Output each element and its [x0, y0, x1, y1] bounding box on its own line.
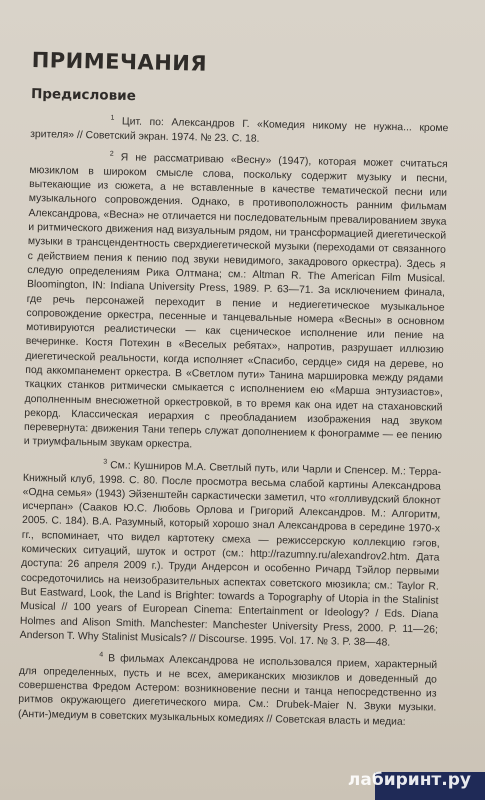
page-content [18, 48, 450, 735]
footnote-2 [24, 146, 448, 458]
footnote-text: В фильмах Александрова не использовался прием, характерный для определенных, пусть и не всех, американских мюзиклов и доведенный до совершенства Фредом Астером: возникновение песни и танца непосредственно из ритмов окружающего диегетического мира. См.: Drubek-Maier N. Звуки музыки. (Анти-)медиум в советских музыкальных комедиях // Советская власть и медиа: [17, 653, 438, 728]
footnote-text: См.: Кушниров М.А. Светлый путь, или Чарли и Спенсер. М.: Терра-Книжный клуб, 1998. С. 80. После просмотра весьма слабой картины Александрова «Одна семья» (1943) Эйзенштейн саркастически заметил, что «голливудский блокнот исчерпан» (Сааков Ю.С. Любовь Орлова и Григорий Александров. М.: Алгоритм, 2005. С. 184). В.А. Разумный, который хорошо знал Александрова в середине 1970-х гг., вспоминает, что видел картотеку смеха — режиссерскую коллекцию гэгов, комических ситуаций, шуток и острот (см.: http://razumny.ru/alexandrov2.htm. Дата доступа: 26 апреля 2009 г.). Труди Андерсон и особенно Ричард Тэйлор первыми сосредоточились на неизобразительных аспектах советского мюзикла; см.: Taylor R. But Eastward, Look, the Land is Brighter: towards a Topography of Utopia in the Stalinist Musical // 100 years of European Cinema: Entertainment or Ideology? / Eds. Diana Holmes and Alison Smith. Manchester: Manchester University Press, 2000. P. 11—26; Anderson T. Why Stalinist Musicals? // Discourse. 1995. Vol. 17. № 3. P. 38—48. [19, 459, 442, 649]
footnote-number: 2 [109, 150, 114, 158]
footnote-4 [18, 647, 437, 731]
footnote-text: Я не рассматриваю «Весну» (1947), которая может считаться мюзиклом в широком смысле слова, поскольку содержит музыку и песни, вытекающие из сюжета, а не вставленные в качестве тематической песни или музыкального сопровождения. Однако, в противоположность ранним фильмам Александрова, «Весна» не отличается ни последовательным превалированием звука и ритмического движения над визуальным рядом, ни трансформацией диегетической музыки в трансцендентность сверхдиегетической музыки (переходами от связанного с действием пения к пению под звуки невидимого, закадрового оркестра). Здесь я следую определениям Рика Олтмана; см.: Altman R. The American Film Musical. Bloomington, IN: Indiana University Press, 1989. P. 63—71. За исключением финала, где речь персонажей переходит в пение и недиегетическое музыкальное сопровождение оркестра, песенные и танцевальные номера «Весны» в основном мотивируются реалистически — как сценическое исполнение или пение на вечеринке. Костя Потехин в «Веселых ребятах», напротив, разрушает иллюзию диегетической реальности, когда исполняет «Спасибо, сердце» сидя на дереве, но под аккомпанемент оркестра. В «Светлом пути» Танина маршировка между рядами ткацких станков ритмически смыкается с исполнением ею «Марша энтузиастов», дополненным внесюжетной оркестровкой, в то время как она идет на стахановский рекорд. Классическая иерархия с преобладанием изображения над звуком перевернута: движения Тани теперь служат дополнением к фонограмме — ее пению и триумфальным звукам оркестра. [23, 152, 448, 451]
footnote-number: 4 [99, 651, 104, 659]
footnote-number: 3 [103, 458, 108, 466]
watermark-logo: лабиринт.ру [347, 770, 471, 790]
footnote-3 [20, 454, 442, 652]
page-title: ПРИМЕЧАНИЯ [31, 48, 208, 76]
section-title: Предисловие [30, 85, 136, 105]
footnote-1 [30, 110, 449, 151]
footnote-text: Цит. по: Александров Г. «Комедия никому не нужна... кроме зрителя» // Советский экран. 1974. № 23. С. 18. [30, 116, 449, 145]
footnote-number: 1 [110, 114, 115, 122]
